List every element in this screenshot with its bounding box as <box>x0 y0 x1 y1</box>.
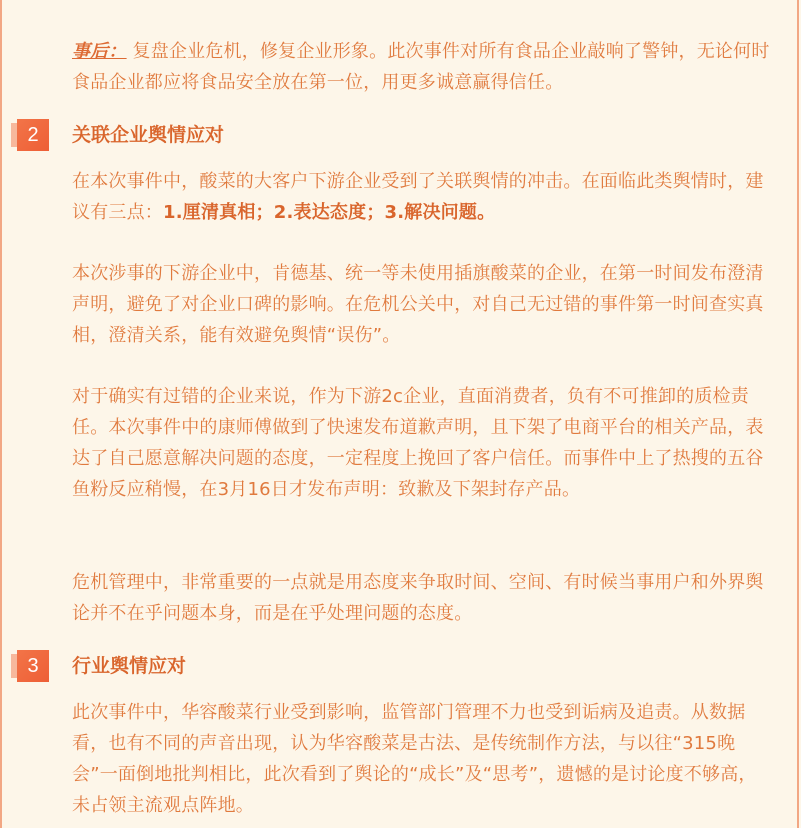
section2-paragraph-3: 对于确实有过错的企业来说，作为下游2c企业，直面消费者，负有不可推卸的质检责任。本次事件中的康师傅做到了快速发布道歉声明，且下架了电商平台的相关产品，表达了自己愿意解决问题的态度，一定程度上挽回了客户信任。而事件中上了热搜的五谷鱼粉反应稍慢，在3月16日才发布声明：致歉及下架封存产品。 <box>72 386 764 500</box>
intro-text: 复盘企业危机，修复企业形象。此次事件对所有食品企业敲响了警钟，无论何时食品企业都应将食品安全放在第一位，用更多诚意赢得信任。 <box>72 41 770 93</box>
section-title: 行业舆情应对 <box>72 655 187 677</box>
section2-paragraph-4: 危机管理中，非常重要的一点就是用态度来争取时间、空间、有时候当事用户和外界舆论并不在乎问题本身，而是在乎处理问题的态度。 <box>72 572 764 624</box>
section3-paragraph-1: 此次事件中，华容酸菜行业受到影响，监管部门管理不力也受到诟病及追责。从数据看，也有不同的声音出现，认为华容酸菜是古法、是传统制作方法，与以往“315晚会”一面倒地批判相比，此次看到了舆论的“成长”及“思考”，遗憾的是讨论度不够高，未占领主流观点阵地。 <box>72 702 757 816</box>
intro-paragraph <box>72 36 772 98</box>
section2-p1-text: 在本次事件中，酸菜的大客户下游企业受到了关联舆情的冲击。在面临此类舆情时，建议有三点： <box>72 171 764 223</box>
section-title: 关联企业舆情应对 <box>72 124 225 146</box>
section-number-badge: 2 <box>17 119 49 151</box>
intro-lead: 事后： <box>72 41 127 62</box>
section2-p1-bold: 1.厘清真相；2.表达态度；3.解决问题。 <box>163 202 496 223</box>
section2-paragraph-1 <box>72 166 772 228</box>
section-number-badge: 3 <box>17 650 49 682</box>
section2-paragraph-2: 本次涉事的下游企业中，肯德基、统一等未使用插旗酸菜的企业，在第一时间发布澄清声明，避免了对企业口碑的影响。在危机公关中，对自己无过错的事件第一时间查实真相，澄清关系，能有效避免舆情“误伤”。 <box>72 263 764 346</box>
